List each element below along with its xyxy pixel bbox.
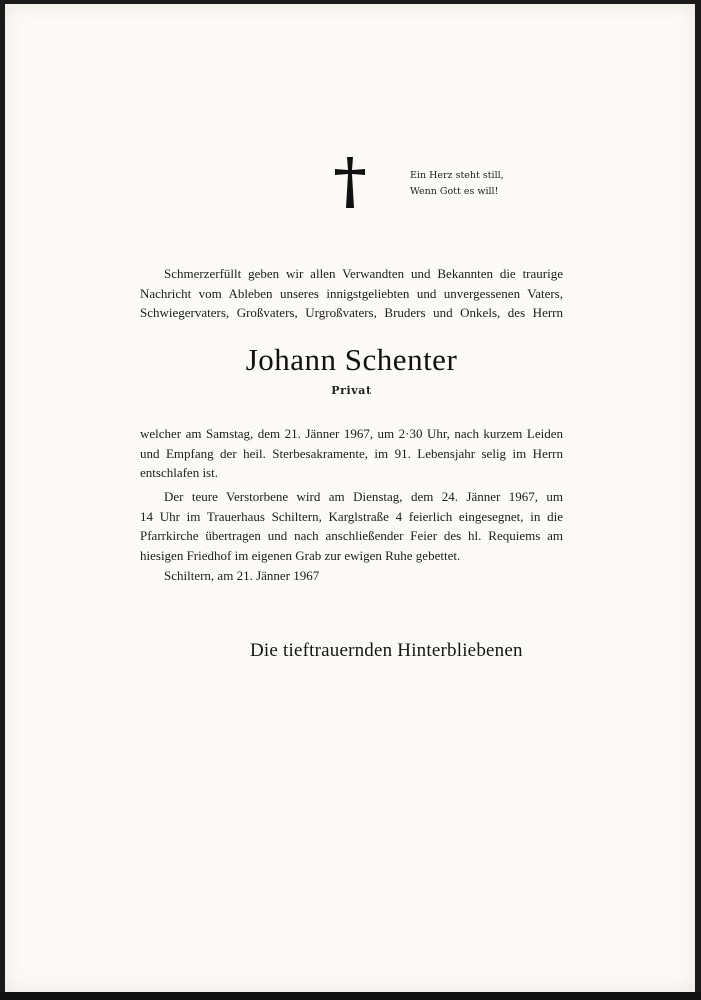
death-line: und Empfang der heil. Sterbesakramente, im 91. Lebensjahr selig im Herrn [140,445,563,461]
death-line: entschlafen ist. [140,465,218,480]
funeral-line: hiesigen Friedhof im eigenen Grab zur ewigen Ruhe gebettet. [140,547,461,563]
deceased-name: Johann Schenter [245,342,458,377]
intro-line: Schwiegervaters, Großvaters, Urgroßvaters, Bruders und Onkels, des Herrn [140,305,563,320]
funeral-line: Der teure Verstorbene wird am Dienstag, dem 24. Jänner 1967, um [164,489,563,504]
intro-line: Nachricht vom Ableben unseres innigstgeliebten und unvergessenen Vaters, [140,285,563,301]
motto-line: Wenn Gott es will! [410,186,499,197]
scan-border [0,992,701,1000]
death-line: welcher am Samstag, dem 21. Jänner 1967, um 2·30 Uhr, nach kurzem Leiden [140,426,563,441]
intro-line: Schmerzerfüllt geben wir allen Verwandten und Bekannten die traurige [164,266,563,281]
motto [410,168,504,200]
place-date: Schiltern, am 21. Jänner 1967 [164,568,320,583]
death-paragraph [140,424,563,483]
intro-paragraph [140,264,563,323]
cross-icon [335,157,365,208]
funeral-line: 14 Uhr im Trauerhaus Schiltern, Karglstraße 4 feierlich eingesegnet, in die [140,508,563,524]
deceased-occupation: Privat [331,384,372,397]
funeral-line: Pfarrkirche übertragen und nach anschließender Feier des hl. Requiems am [140,528,563,543]
signature: Die tieftrauernden Hinterbliebenen [250,640,523,661]
funeral-paragraph [140,487,563,565]
motto-line: Ein Herz steht still, [410,170,504,181]
